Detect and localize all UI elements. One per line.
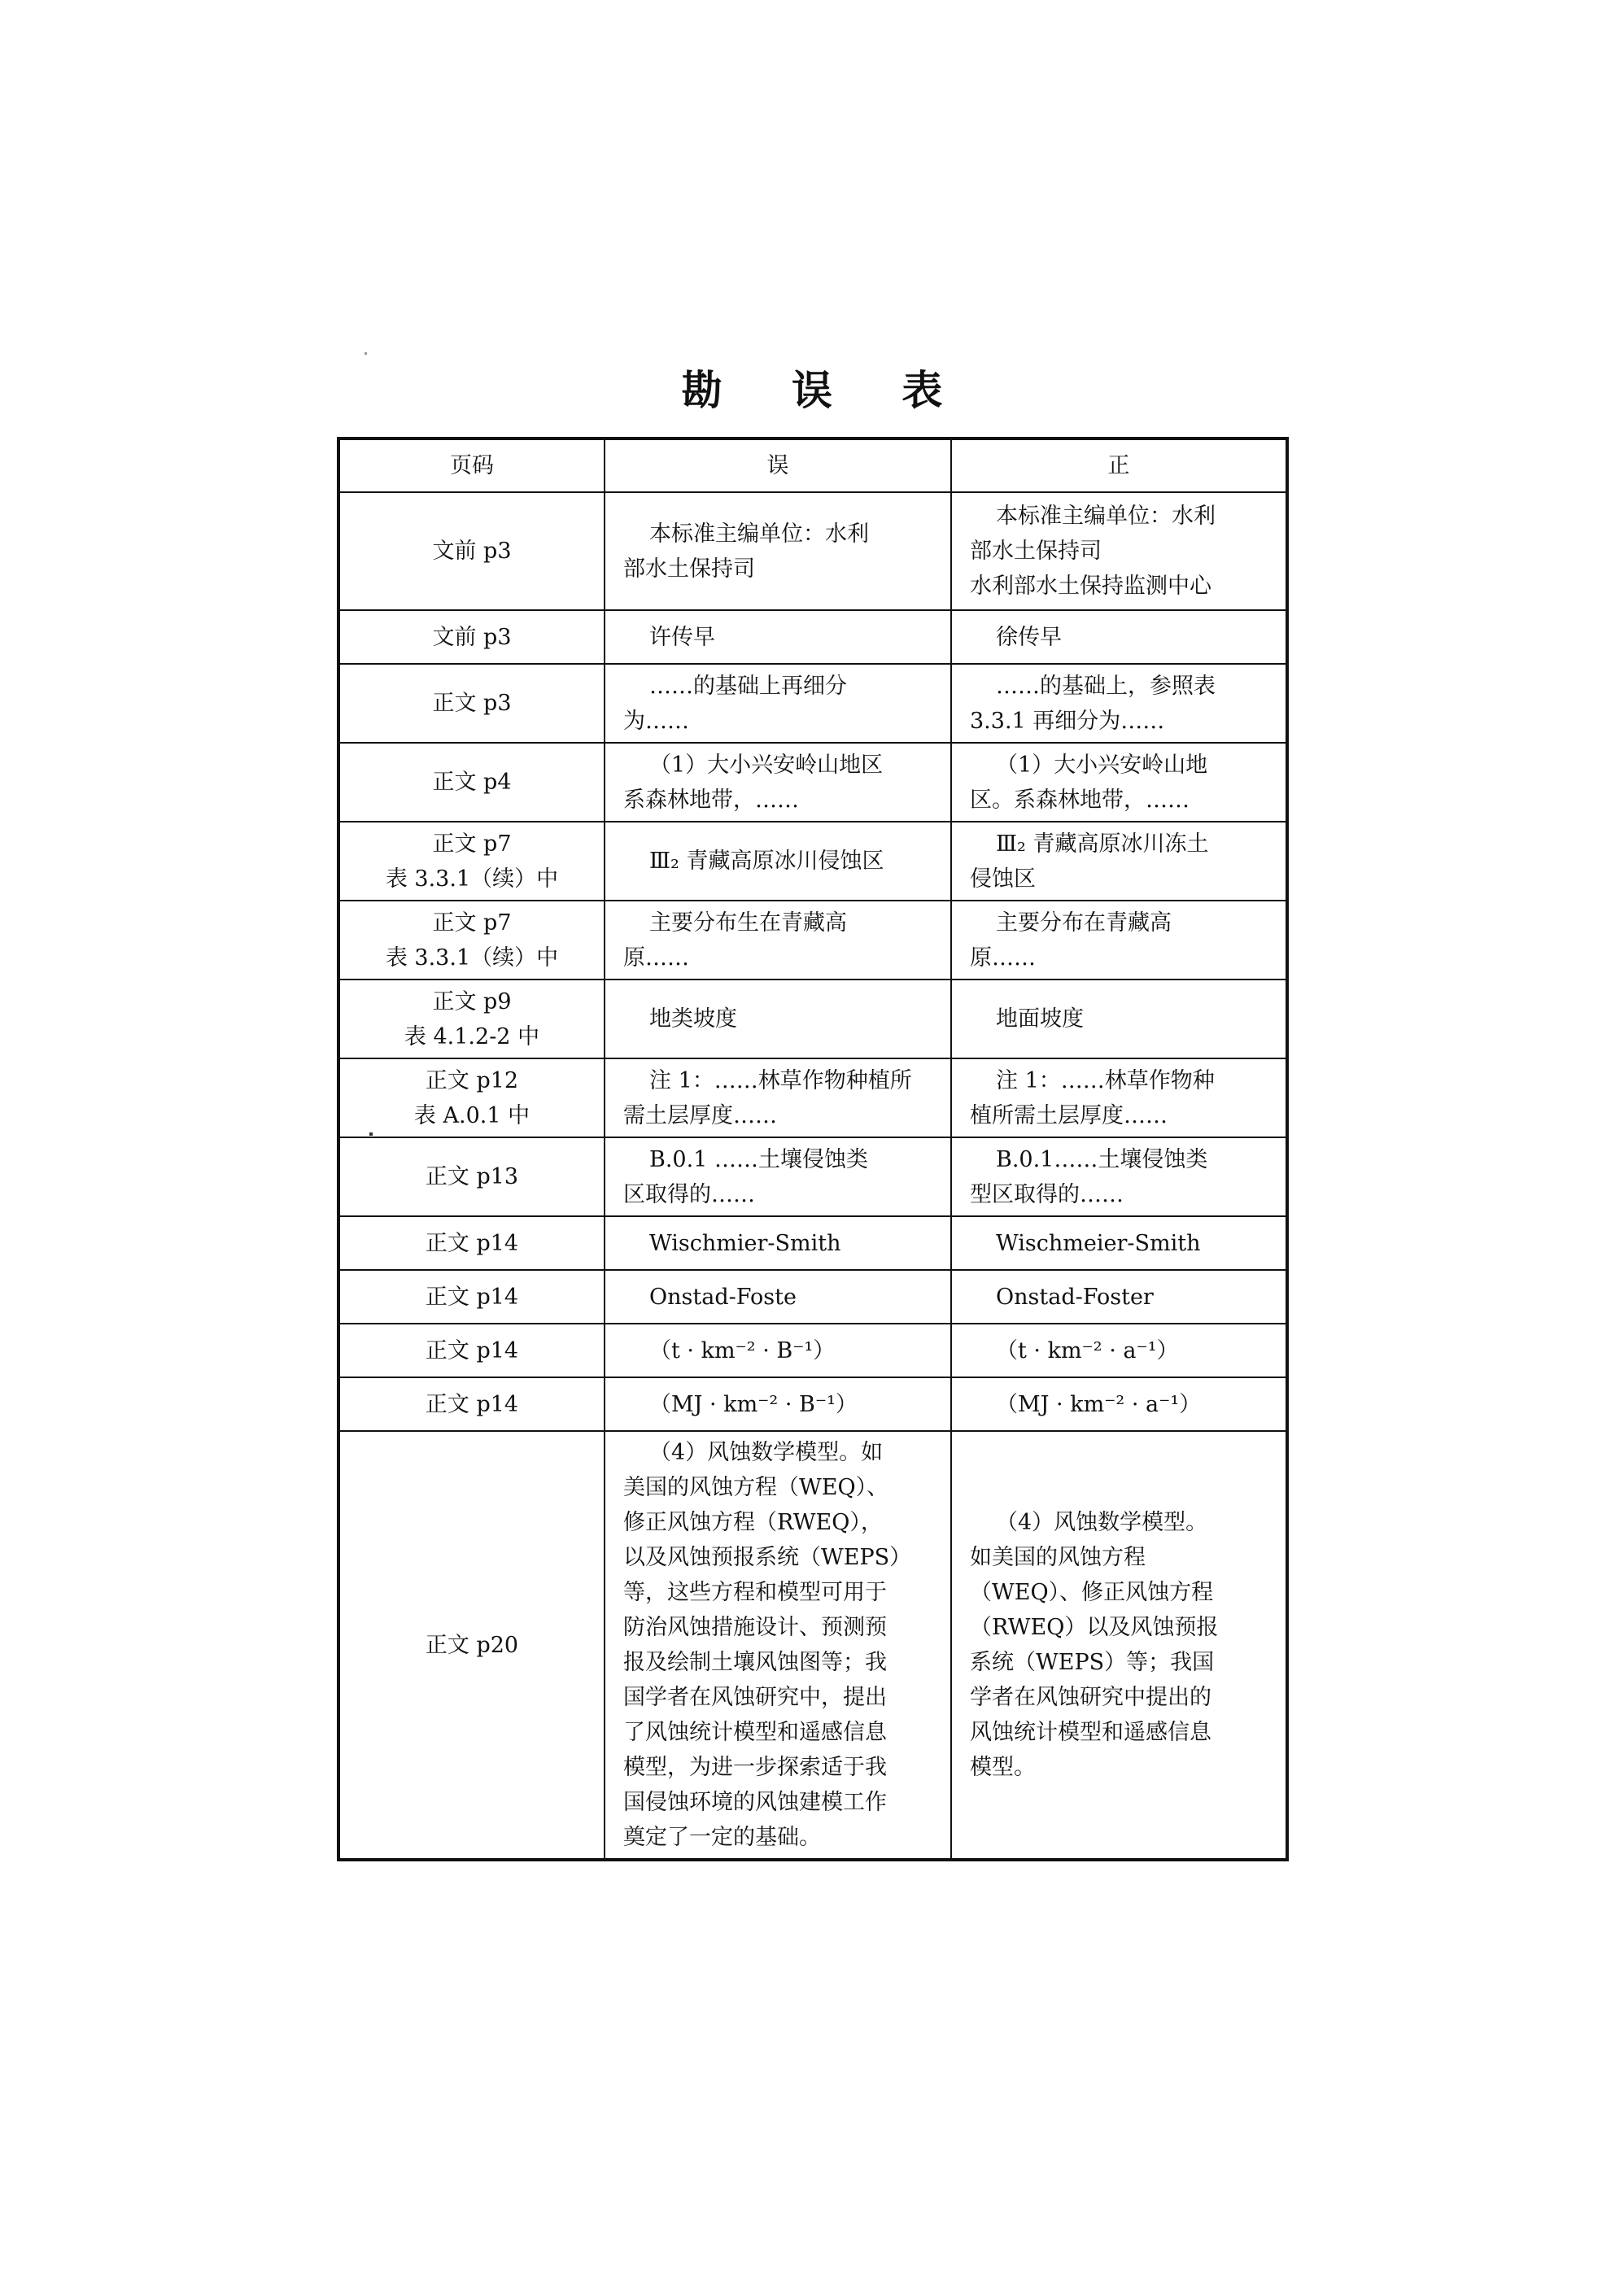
right-cell xyxy=(951,610,1287,664)
page-cell-line: 正文 p13 xyxy=(425,1164,519,1189)
errata-table xyxy=(337,437,1289,1861)
page-cell xyxy=(338,901,605,980)
wrong-cell-line: Wischmier-Smith xyxy=(649,1230,841,1256)
right-cell xyxy=(951,492,1287,610)
right-cell-line: B.0.1……土壤侵蚀类 xyxy=(996,1146,1208,1172)
wrong-cell-line: 主要分布生在青藏高 xyxy=(649,910,847,936)
wrong-cell-line: Onstad-Foste xyxy=(649,1284,797,1310)
right-cell-line: 如美国的风蚀方程 xyxy=(970,1545,1146,1570)
table-row xyxy=(338,1137,1287,1216)
wrong-cell-line: 报及绘制土壤风蚀图等；我 xyxy=(623,1650,887,1675)
right-cell-line: 3.3.1 再细分为…… xyxy=(970,708,1165,734)
wrong-cell-line: 系森林地带，…… xyxy=(623,787,799,813)
right-cell-line: 植所需土层厚度…… xyxy=(970,1102,1168,1128)
page-cell-line: 表 4.1.2-2 中 xyxy=(404,1023,540,1049)
page-cell xyxy=(338,1377,605,1431)
page-cell-line: 正文 p12 xyxy=(425,1067,519,1093)
right-cell-line: 学者在风蚀研究中提出的 xyxy=(970,1685,1211,1710)
wrong-cell-line: （4）风蚀数学模型。如 xyxy=(649,1440,884,1465)
header-row xyxy=(338,438,1287,492)
right-cell-line: （RWEQ）以及风蚀预报 xyxy=(970,1615,1219,1640)
right-cell-line: （1）大小兴安岭山地 xyxy=(996,752,1208,778)
right-cell-line: （4）风蚀数学模型。 xyxy=(996,1510,1208,1535)
wrong-cell-line: 等，这些方程和模型可用于 xyxy=(623,1580,887,1605)
page-cell-line: 文前 p3 xyxy=(432,539,512,564)
table-row xyxy=(338,492,1287,610)
right-cell-line: 侵蚀区 xyxy=(970,866,1036,892)
scan-dot xyxy=(369,1132,373,1136)
page-cell xyxy=(338,610,605,664)
right-cell-line: 水利部水土保持监测中心 xyxy=(970,574,1211,599)
page-cell-line: 正文 p3 xyxy=(432,691,512,716)
page-cell xyxy=(338,743,605,822)
page-cell xyxy=(338,1270,605,1324)
page-cell xyxy=(338,1324,605,1377)
right-cell xyxy=(951,1137,1287,1216)
wrong-cell-line: 许传早 xyxy=(649,624,715,650)
page-cell-line: 正文 p7 xyxy=(432,910,512,936)
wrong-cell-line: 防治风蚀措施设计、预测预 xyxy=(623,1615,887,1640)
header-wrong: 误 xyxy=(605,438,951,492)
page-cell xyxy=(338,1431,605,1860)
table-row xyxy=(338,1270,1287,1324)
right-cell xyxy=(951,1431,1287,1860)
page-cell xyxy=(338,664,605,743)
right-cell-line: Onstad-Foster xyxy=(996,1284,1154,1310)
right-cell-line: （MJ · km⁻² · a⁻¹） xyxy=(996,1391,1202,1417)
header-right: 正 xyxy=(951,438,1287,492)
right-cell-line: 主要分布在青藏高 xyxy=(996,910,1172,936)
table-row xyxy=(338,610,1287,664)
wrong-cell xyxy=(605,492,951,610)
wrong-cell-line: B.0.1 ……土壤侵蚀类 xyxy=(649,1146,868,1172)
page-cell xyxy=(338,1137,605,1216)
right-cell-line: 注 1：……林草作物种 xyxy=(996,1067,1215,1093)
wrong-cell-line: 美国的风蚀方程（WEQ）、 xyxy=(623,1475,889,1500)
wrong-cell xyxy=(605,743,951,822)
wrong-cell-line: 为…… xyxy=(623,708,689,734)
table-row xyxy=(338,1431,1287,1860)
header-page: 页码 xyxy=(338,438,605,492)
wrong-cell-line: 需土层厚度…… xyxy=(623,1102,777,1128)
wrong-cell-line: （t · km⁻² · B⁻¹） xyxy=(649,1337,836,1363)
right-cell-line: 地面坡度 xyxy=(996,1006,1084,1032)
page-cell-line: 正文 p14 xyxy=(425,1284,519,1310)
wrong-cell-line: 部水土保持司 xyxy=(623,556,755,582)
page-cell xyxy=(338,822,605,901)
page-cell xyxy=(338,980,605,1058)
right-cell-line: 徐传早 xyxy=(996,624,1062,650)
table-row xyxy=(338,1377,1287,1431)
page-cell-line: 表 3.3.1（续）中 xyxy=(385,866,559,892)
right-cell-line: 区。系森林地带，…… xyxy=(970,787,1190,813)
wrong-cell xyxy=(605,1137,951,1216)
right-cell xyxy=(951,1377,1287,1431)
page-cell xyxy=(338,492,605,610)
table-row xyxy=(338,743,1287,822)
right-cell xyxy=(951,664,1287,743)
wrong-cell xyxy=(605,980,951,1058)
right-cell-line: ……的基础上，参照表 xyxy=(996,673,1216,699)
page-cell-line: 文前 p3 xyxy=(432,624,512,650)
wrong-cell xyxy=(605,1377,951,1431)
table-row xyxy=(338,1058,1287,1137)
page-cell-line: 正文 p20 xyxy=(425,1632,519,1658)
right-cell xyxy=(951,1324,1287,1377)
wrong-cell-line: 区取得的…… xyxy=(623,1181,755,1207)
right-cell-line: 本标准主编单位：水利 xyxy=(996,504,1216,529)
right-cell xyxy=(951,743,1287,822)
right-cell-line: Wischmeier-Smith xyxy=(996,1230,1201,1256)
right-cell-line: 系统（WEPS）等；我国 xyxy=(970,1650,1215,1675)
page-cell-line: 正文 p4 xyxy=(432,770,512,795)
page-cell xyxy=(338,1216,605,1270)
table-row xyxy=(338,1324,1287,1377)
wrong-cell xyxy=(605,901,951,980)
page-cell xyxy=(338,1058,605,1137)
right-cell-line: 风蚀统计模型和遥感信息 xyxy=(970,1720,1211,1745)
right-cell-line: Ⅲ₂ 青藏高原冰川冻土 xyxy=(996,831,1209,857)
wrong-cell-line: 以及风蚀预报系统（WEPS） xyxy=(623,1545,912,1570)
wrong-cell xyxy=(605,610,951,664)
wrong-cell-line: ……的基础上再细分 xyxy=(649,673,847,699)
wrong-cell-line: 奠定了一定的基础。 xyxy=(623,1825,821,1850)
right-cell-line: 型区取得的…… xyxy=(970,1181,1124,1207)
page-cell-line: 正文 p14 xyxy=(425,1230,519,1256)
right-cell xyxy=(951,1058,1287,1137)
wrong-cell-line: 注 1：……林草作物种植所 xyxy=(649,1067,912,1093)
wrong-cell-line: 国侵蚀环境的风蚀建模工作 xyxy=(623,1790,887,1815)
wrong-cell-line: 模型，为进一步探索适于我 xyxy=(623,1755,887,1780)
right-cell xyxy=(951,1270,1287,1324)
page-title: 勘 误 表 xyxy=(681,366,971,414)
scan-speck xyxy=(365,352,367,355)
right-cell-line: 部水土保持司 xyxy=(970,539,1102,564)
right-cell xyxy=(951,1216,1287,1270)
wrong-cell xyxy=(605,1324,951,1377)
wrong-cell-line: （MJ · km⁻² · B⁻¹） xyxy=(649,1391,858,1417)
wrong-cell xyxy=(605,664,951,743)
wrong-cell-line: 修正风蚀方程（RWEQ）， xyxy=(623,1510,883,1535)
right-cell xyxy=(951,980,1287,1058)
right-cell xyxy=(951,901,1287,980)
wrong-cell-line: 本标准主编单位：水利 xyxy=(649,521,869,547)
page-cell-line: 表 A.0.1 中 xyxy=(413,1102,530,1128)
wrong-cell xyxy=(605,1270,951,1324)
table-row xyxy=(338,664,1287,743)
wrong-cell-line: 了风蚀统计模型和遥感信息 xyxy=(623,1720,887,1745)
right-cell-line: （WEQ）、修正风蚀方程 xyxy=(970,1580,1214,1605)
wrong-cell xyxy=(605,1058,951,1137)
wrong-cell-line: Ⅲ₂ 青藏高原冰川侵蚀区 xyxy=(649,849,884,874)
wrong-cell-line: 地类坡度 xyxy=(649,1006,737,1032)
table-row xyxy=(338,980,1287,1058)
page-cell-line: 正文 p7 xyxy=(432,831,512,857)
right-cell-line: 模型。 xyxy=(970,1755,1036,1780)
page-cell-line: 表 3.3.1（续）中 xyxy=(385,945,559,971)
wrong-cell-line: 国学者在风蚀研究中，提出 xyxy=(623,1685,887,1710)
wrong-cell-line: （1）大小兴安岭山地区 xyxy=(649,752,884,778)
page-cell-line: 正文 p9 xyxy=(432,988,512,1014)
wrong-cell xyxy=(605,1216,951,1270)
page-cell-line: 正文 p14 xyxy=(425,1337,519,1363)
right-cell-line: 原…… xyxy=(970,945,1036,971)
wrong-cell xyxy=(605,822,951,901)
right-cell xyxy=(951,822,1287,901)
page-cell-line: 正文 p14 xyxy=(425,1391,519,1417)
table-row xyxy=(338,901,1287,980)
table-row xyxy=(338,1216,1287,1270)
right-cell-line: （t · km⁻² · a⁻¹） xyxy=(996,1337,1179,1363)
wrong-cell-line: 原…… xyxy=(623,945,689,971)
table-row xyxy=(338,822,1287,901)
wrong-cell xyxy=(605,1431,951,1860)
